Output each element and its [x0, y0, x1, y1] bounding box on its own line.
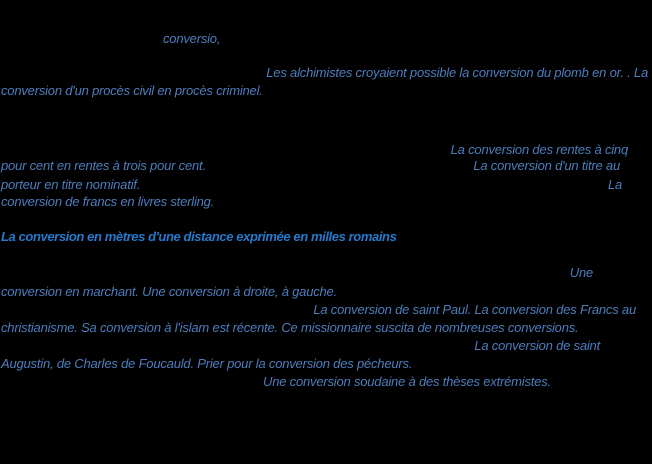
example-rentes-start: La conversion des rentes à cinq [450, 142, 628, 157]
example-saint-augustin-end: Augustin, de Charles de Foucauld. Prier pour la conversion des pécheurs. [1, 356, 413, 371]
example-francs-sterling-end: conversion de francs en livres sterling. [1, 194, 215, 209]
example-rentes-end: pour cent en rentes à trois pour cent. [1, 158, 206, 173]
example-marchant-end: conversion en marchant. Une conversion à droite, à gauche. [1, 284, 337, 299]
example-islam-conversions: christianisme. Sa conversion à l'islam est récente. Ce missionnaire suscita de nombreuses conversions. [1, 320, 579, 335]
example-saint-paul-francs: La conversion de saint Paul. La conversion des Francs au [313, 302, 636, 317]
example-titre-porteur-start: La conversion d'un titre au [473, 158, 620, 173]
example-francs-sterling-start: La [607, 177, 622, 192]
example-plomb-en-or: Les alchimistes croyaient possible la conversion du plomb en or. . La [266, 65, 648, 80]
example-marchant-start: Une [569, 265, 593, 280]
definition-metres-milles-romains: La conversion en mètres d'une distance exprimée en milles romains [1, 229, 397, 244]
example-saint-augustin-start: La conversion de saint [474, 338, 600, 353]
example-theses-extremistes: Une conversion soudaine à des thèses extrémistes. [263, 374, 551, 389]
example-titre-porteur-end: porteur en titre nominatif. [1, 177, 141, 192]
etymology-conversio: conversio, [163, 31, 221, 46]
example-proces-criminel: conversion d'un procès civil en procès criminel. [1, 83, 263, 98]
